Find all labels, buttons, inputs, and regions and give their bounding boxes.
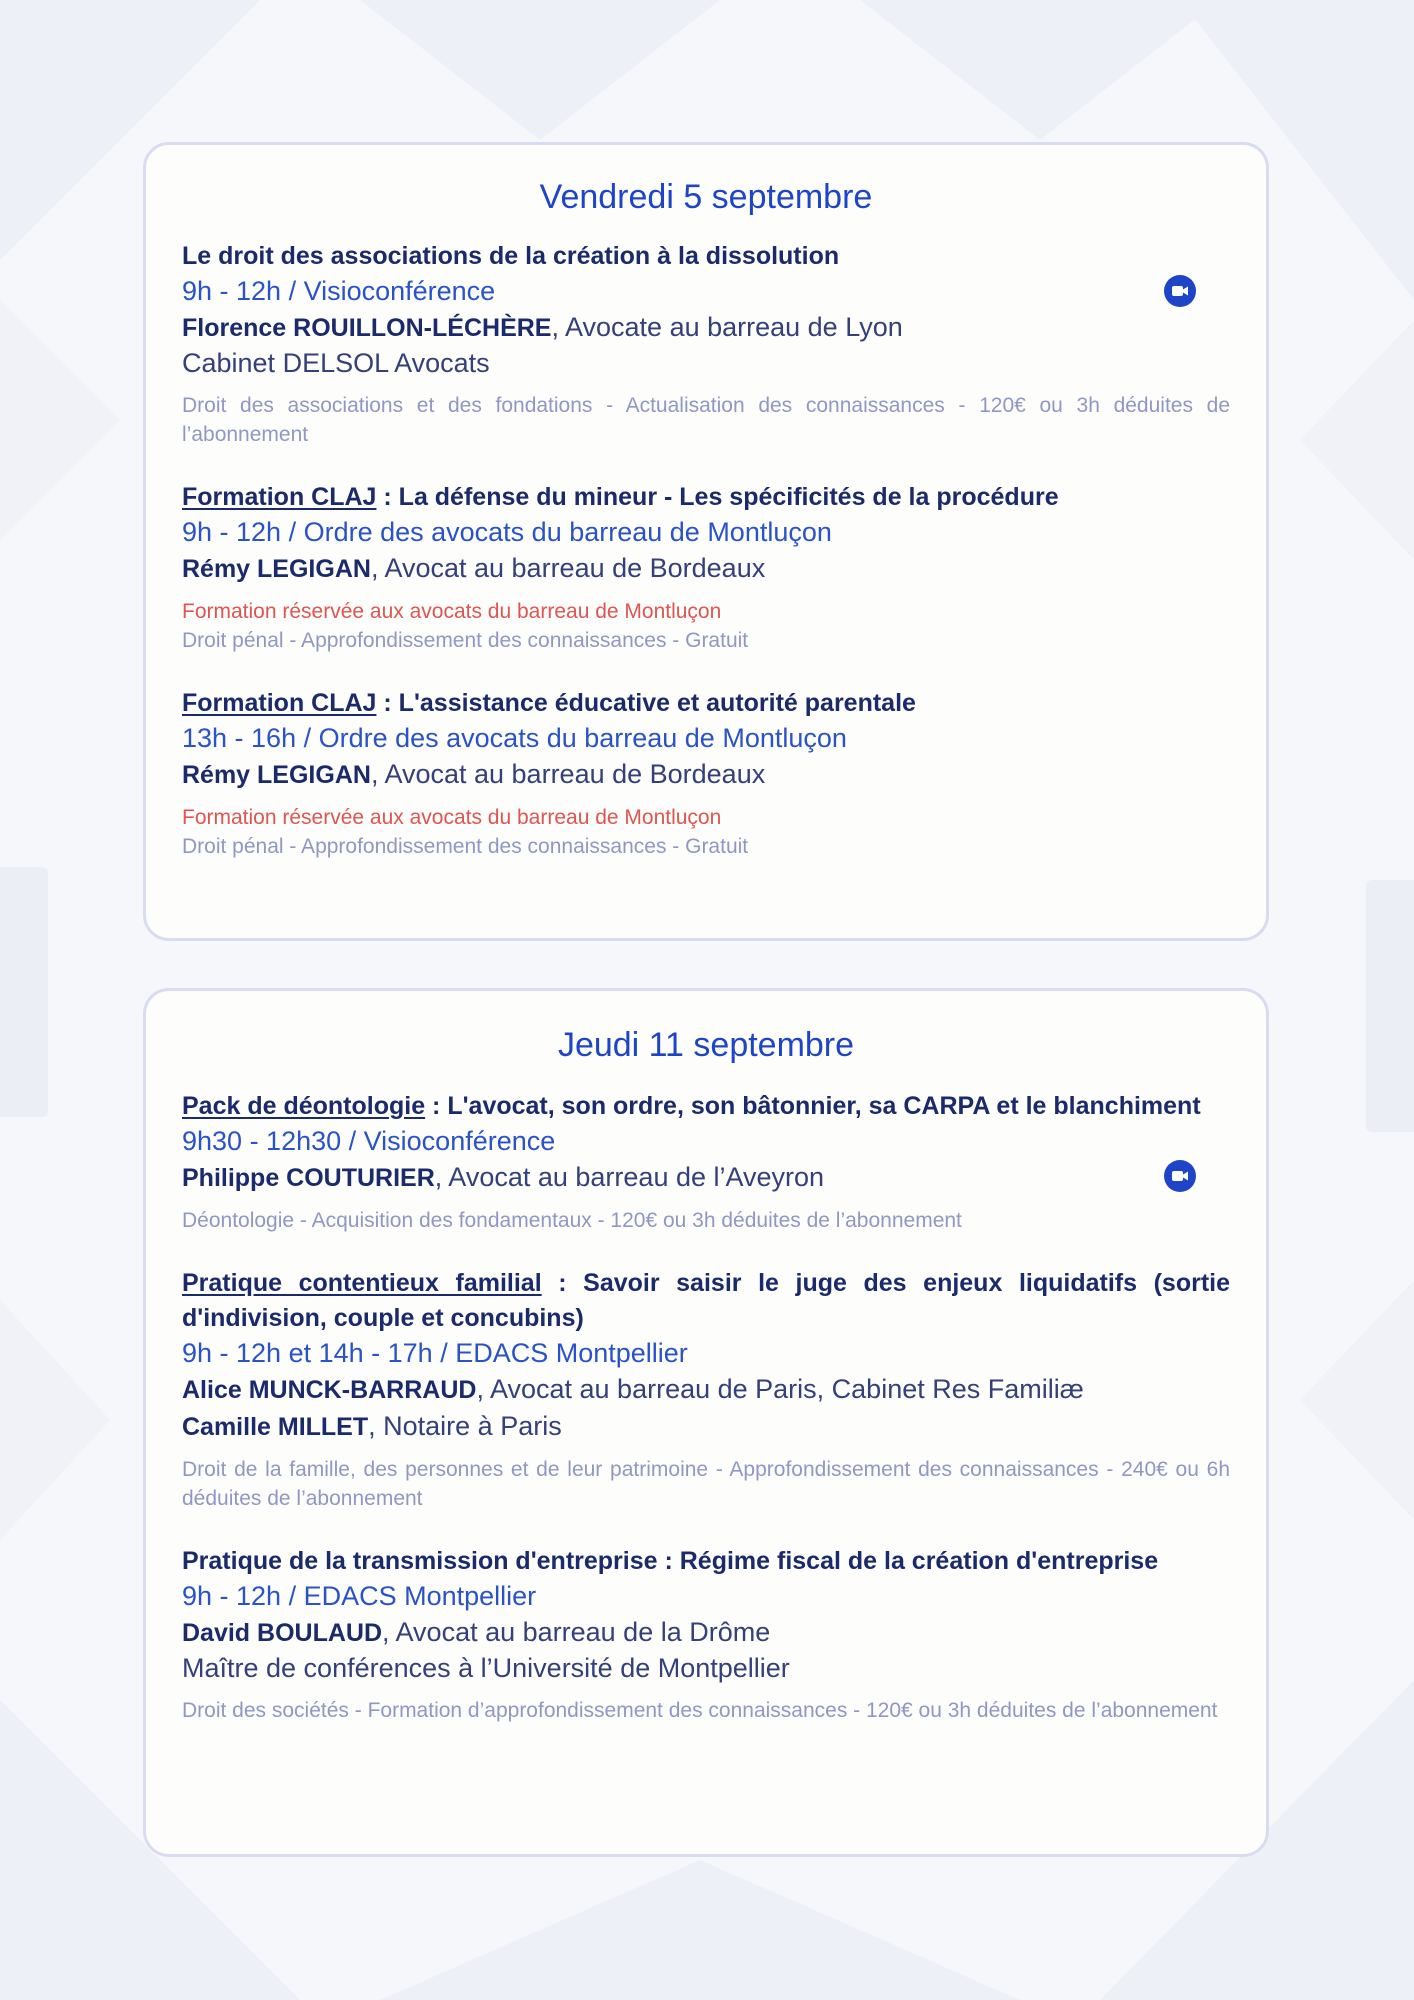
event-speaker (182, 1371, 1230, 1408)
event-restriction-note: Formation réservée aux avocats du barreau de Montluçon (182, 806, 722, 829)
event-item (182, 1266, 1230, 1513)
day-card-thursday (143, 988, 1269, 1857)
video-camera-icon (1164, 1160, 1196, 1192)
speaker-name: Rémy LEGIGAN (182, 555, 371, 583)
video-camera-icon (1164, 275, 1196, 307)
day-card-friday (143, 142, 1269, 941)
event-title: Pack de déontologie : L'avocat, son ordre, son bâtonnier, sa CARPA et le blanchiment (182, 1092, 1201, 1120)
event-speaker (182, 1159, 1230, 1196)
event-tag: Pratique contentieux familial (182, 1269, 542, 1297)
speaker-role: , Notaire à Paris (368, 1411, 562, 1441)
event-time: 9h30 - 12h30 / Visioconférence (182, 1126, 556, 1156)
event-extra: Maître de conférences à l’Université de Montpellier (182, 1653, 790, 1683)
speaker-name: Camille MILLET (182, 1413, 369, 1441)
event-meta: Droit des sociétés - Formation d’approfondissement des connaissances - 120€ ou 3h déduites de l’abonnement (182, 1699, 1218, 1722)
speaker-name: Alice MUNCK-BARRAUD (182, 1376, 477, 1404)
event-time: 13h - 16h / Ordre des avocats du barreau de Montluçon (182, 723, 847, 753)
event-title: Le droit des associations de la création à la dissolution (182, 242, 840, 270)
event-title: Formation CLAJ : La défense du mineur - Les spécificités de la procédure (182, 483, 1059, 511)
speaker-role: , Avocat au barreau de Bordeaux (370, 553, 766, 583)
day-title: Jeudi 11 septembre (557, 1026, 855, 1064)
right-side-tab (1366, 880, 1414, 1132)
event-meta: Droit pénal - Approfondissement des connaissances - Gratuit (182, 629, 749, 652)
event-tag: Formation CLAJ (182, 483, 377, 511)
event-time: 9h - 12h / EDACS Montpellier (182, 1581, 537, 1611)
event-speaker (182, 1614, 1230, 1651)
event-speaker (182, 756, 1230, 793)
event-item (182, 686, 1230, 861)
event-meta: Droit pénal - Approfondissement des connaissances - Gratuit (182, 835, 749, 858)
speaker-name: David BOULAUD (182, 1619, 383, 1647)
speaker-role: , Avocat au barreau de Paris, Cabinet Res Familiæ (476, 1374, 1084, 1404)
event-item (182, 239, 1230, 449)
event-item (182, 480, 1230, 655)
event-item (182, 1089, 1230, 1235)
event-speaker (182, 309, 1230, 346)
event-speaker (182, 550, 1230, 587)
speaker-role: , Avocate au barreau de Lyon (551, 312, 903, 342)
event-meta: Déontologie - Acquisition des fondamentaux - 120€ ou 3h déduites de l’abonnement (182, 1209, 962, 1232)
event-restriction-note: Formation réservée aux avocats du barreau de Montluçon (182, 600, 722, 623)
speaker-name: Florence ROUILLON-LÉCHÈRE (182, 314, 552, 342)
event-meta: Droit de la famille, des personnes et de leur patrimoine - Approfondissement des connaissances - 240€ ou 6h déduites de l’abonnement (182, 1458, 1230, 1510)
event-title: Formation CLAJ : L'assistance éducative et autorité parentale (182, 689, 916, 717)
day-title: Vendredi 5 septembre (539, 178, 873, 216)
event-extra: Cabinet DELSOL Avocats (182, 348, 490, 378)
event-time: 9h - 12h / Ordre des avocats du barreau de Montluçon (182, 517, 832, 547)
event-title: Pratique de la transmission d'entreprise : Régime fiscal de la création d'entreprise (182, 1547, 1159, 1575)
left-side-tab (0, 867, 48, 1117)
event-time: 9h - 12h / Visioconférence (182, 276, 496, 306)
event-title: Pratique contentieux familial : Savoir saisir le juge des enjeux liquidatifs (sortie d'indivision, couple et concubins) (182, 1269, 1230, 1332)
speaker-name: Philippe COUTURIER (182, 1164, 435, 1192)
event-tag: Formation CLAJ (182, 689, 377, 717)
event-tag: Pack de déontologie (182, 1092, 426, 1120)
event-item (182, 1544, 1230, 1725)
speaker-role: , Avocat au barreau de l’Aveyron (434, 1162, 825, 1192)
event-time: 9h - 12h et 14h - 17h / EDACS Montpellier (182, 1338, 688, 1368)
speaker-role: , Avocat au barreau de Bordeaux (370, 759, 766, 789)
speaker-name: Rémy LEGIGAN (182, 761, 371, 789)
event-speaker (182, 1408, 1230, 1445)
speaker-role: , Avocat au barreau de la Drôme (382, 1617, 771, 1647)
event-meta: Droit des associations et des fondations - Actualisation des connaissances - 120€ ou 3h déduites de l’abonnement (182, 394, 1230, 446)
